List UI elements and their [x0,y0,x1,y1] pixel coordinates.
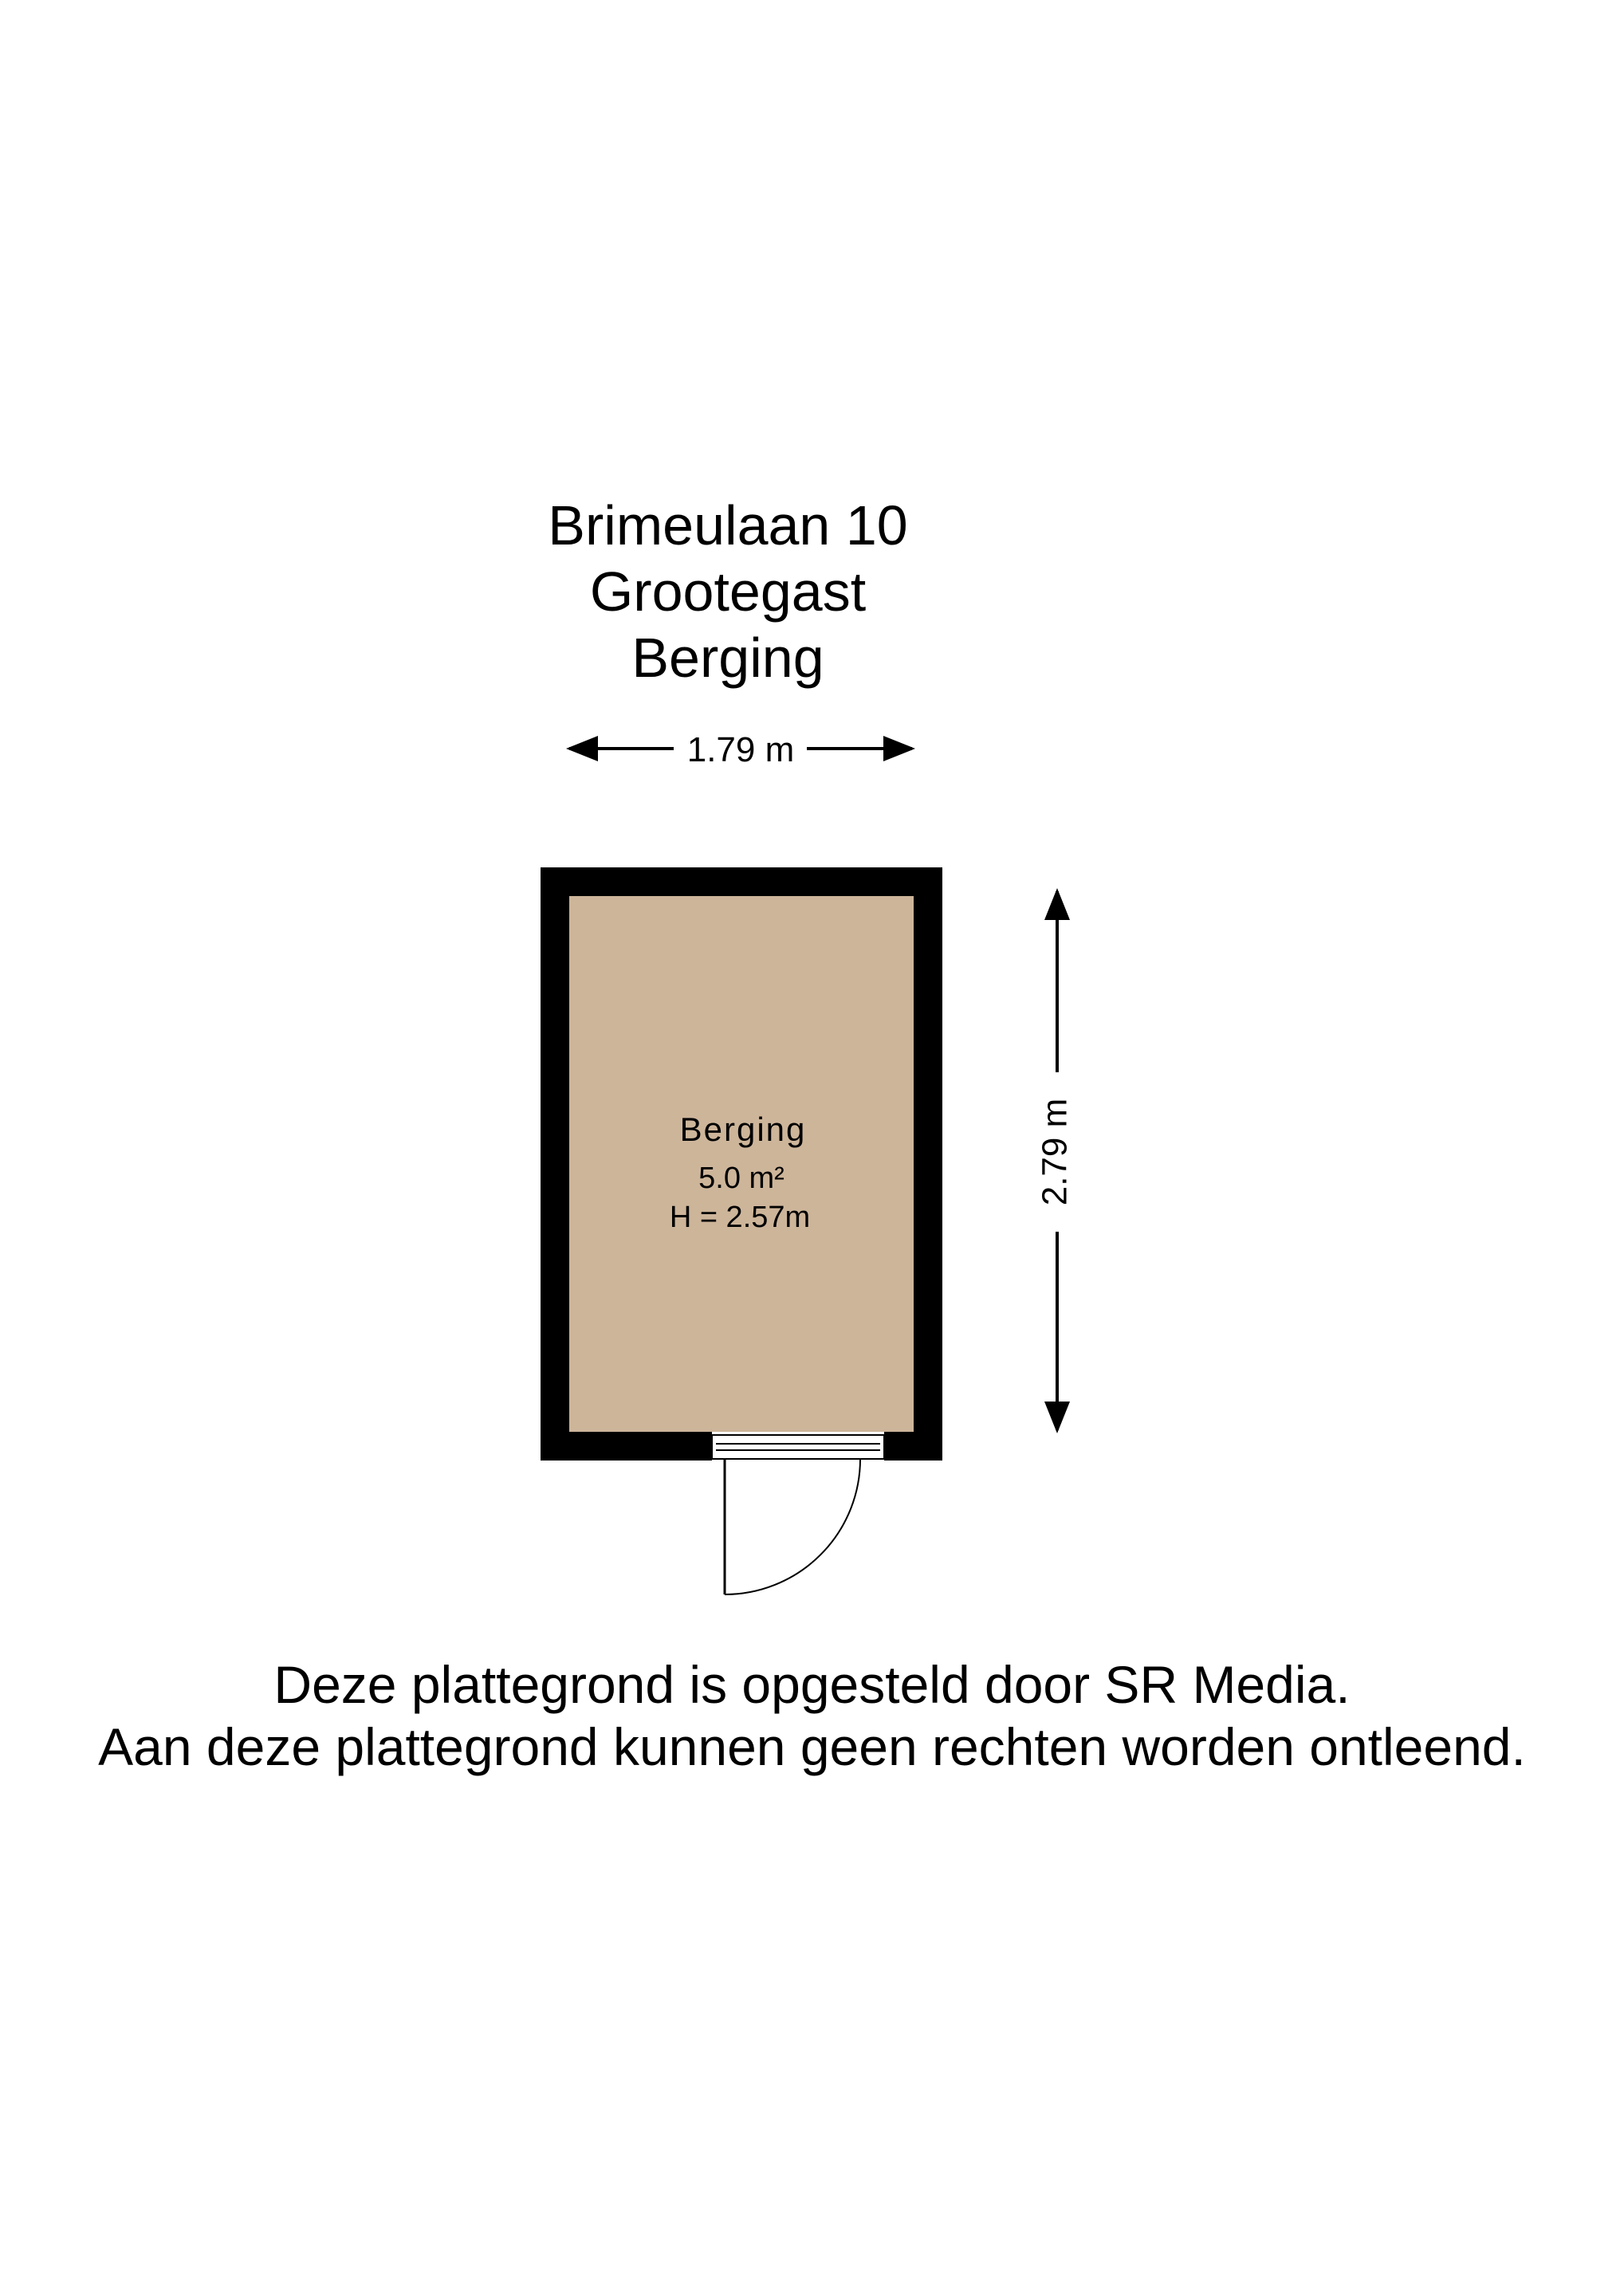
door-swing-arc [725,1459,860,1594]
door-threshold [712,1435,884,1459]
disclaimer-line-2: Aan deze plattegrond kunnen geen rechten worden ontleend. [98,1717,1526,1776]
city-title: Grootegast [589,560,867,623]
address-title: Brimeulaan 10 [548,494,908,556]
width-dimension [569,730,912,769]
room-name: Berging [679,1111,807,1148]
room-area: 5.0 m² [698,1162,784,1195]
wall-left [541,867,569,1461]
door [712,1435,884,1594]
disclaimer-line-1: Deze plattegrond is opgesteld door SR Media. [273,1655,1351,1714]
floor-title: Berging [631,627,824,689]
width-label: 1.79 m [686,730,795,769]
depth-label: 2.79 m [1035,1098,1075,1206]
depth-dimension [1036,891,1075,1430]
disclaimer [0,1653,1624,1778]
room-height: H = 2.57m [669,1201,811,1234]
wall-bottom-left [541,1432,712,1461]
wall-bottom-right [884,1432,942,1461]
wall-top [541,867,942,896]
wall-right [914,867,942,1461]
